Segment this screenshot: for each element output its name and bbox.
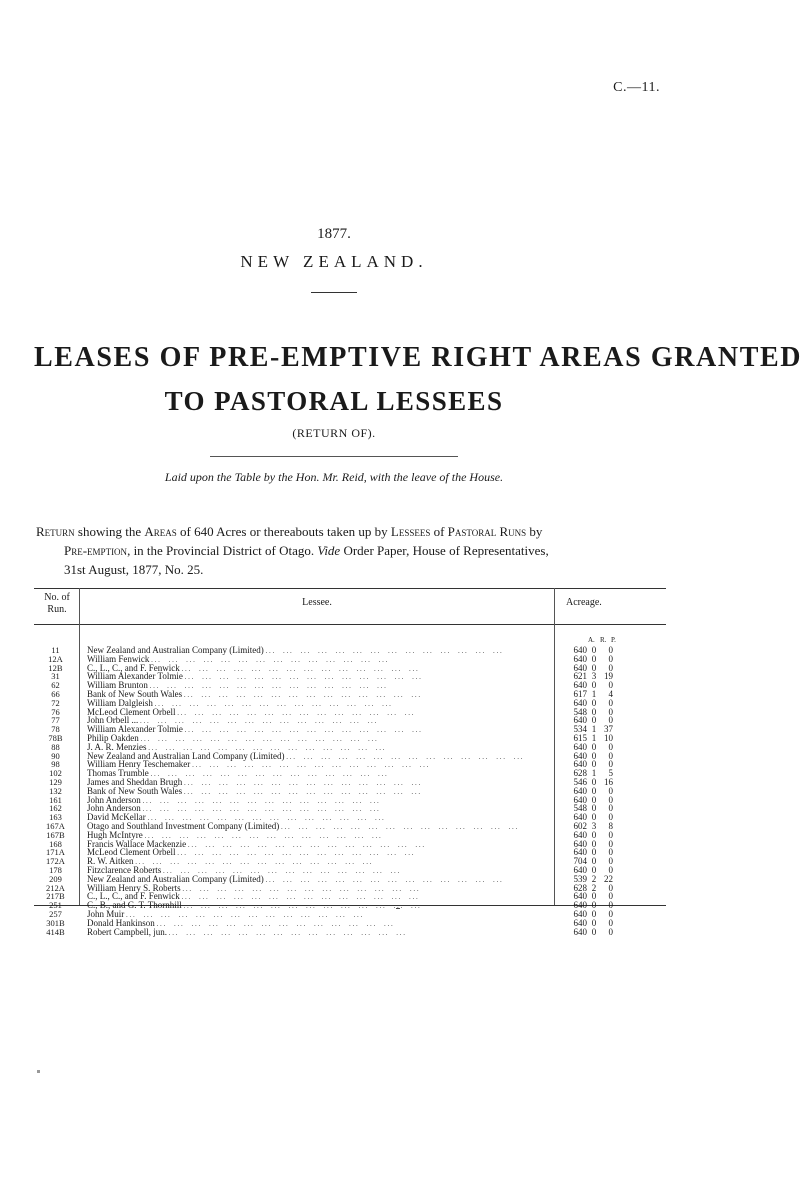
run-number: 129 bbox=[49, 776, 62, 787]
acres: 640 bbox=[573, 653, 587, 664]
run-number: 178 bbox=[49, 864, 62, 875]
acres: 640 bbox=[573, 900, 587, 911]
run-number: 162 bbox=[49, 803, 62, 814]
acres: 640 bbox=[573, 645, 587, 655]
acres: 640 bbox=[573, 715, 587, 726]
intro-pastoral-runs-word: Pastoral Runs bbox=[447, 524, 527, 539]
run-number: 167A bbox=[46, 820, 65, 831]
run-number: 76 bbox=[51, 706, 60, 717]
intro-text-6: Order Paper, House of Representatives, bbox=[340, 543, 549, 558]
lessee-name: C., L., C., and F. Fenwick . . . bbox=[87, 664, 587, 674]
lessee-name: McLeod Clement Orbell . . . bbox=[87, 708, 587, 718]
acres: 534 bbox=[573, 724, 587, 735]
lessee-name: John Anderson . . . bbox=[87, 804, 587, 814]
run-number: 168 bbox=[49, 838, 62, 849]
return-description bbox=[36, 522, 666, 579]
subtitle: (RETURN OF). bbox=[292, 426, 376, 440]
acres: 628 bbox=[573, 768, 587, 779]
title-line-2: TO PASTORAL LESSEES bbox=[164, 386, 504, 416]
intro-lessees-word: Lessees bbox=[390, 524, 431, 539]
roods: 0 bbox=[591, 750, 597, 761]
run-number: 72 bbox=[51, 697, 60, 708]
acres: 621 bbox=[573, 671, 587, 682]
run-number: 161 bbox=[49, 794, 62, 805]
roods: 0 bbox=[591, 847, 597, 858]
acres: 640 bbox=[573, 750, 587, 761]
table-row bbox=[34, 928, 666, 937]
acres: 704 bbox=[573, 856, 587, 867]
unit-roods: R. bbox=[600, 636, 607, 644]
lessee-name: Thomas Trumble . . . bbox=[87, 769, 587, 779]
roods: 1 bbox=[591, 688, 597, 699]
acres: 539 bbox=[573, 873, 587, 884]
laid-upon-table-note: Laid upon the Table by the Hon. Mr. Reid, with the leave of the House. bbox=[164, 470, 504, 484]
document-year: 1877. bbox=[317, 226, 351, 242]
page-mark bbox=[396, 908, 400, 909]
roods: 0 bbox=[591, 680, 597, 691]
lessee-name: William Brunton . . . bbox=[87, 681, 587, 691]
roods: 0 bbox=[591, 794, 597, 805]
acres: 548 bbox=[573, 706, 587, 717]
roods: 0 bbox=[591, 926, 597, 937]
run-number: 171A bbox=[46, 847, 65, 858]
run-number: 414B bbox=[46, 926, 65, 937]
roods: 0 bbox=[591, 829, 597, 840]
lessee-name: William Fenwick . . . bbox=[87, 655, 587, 665]
lessee-name: New Zealand and Australian Company (Limited) . . . bbox=[87, 875, 587, 885]
acres: 628 bbox=[573, 882, 587, 893]
roods: 0 bbox=[591, 917, 597, 928]
lessee-name: Bank of New South Wales . . . bbox=[87, 787, 587, 797]
roods: 0 bbox=[591, 759, 597, 770]
intro-return-word: Return bbox=[36, 524, 75, 539]
roods: 3 bbox=[591, 671, 597, 682]
run-number: 209 bbox=[49, 873, 62, 884]
intro-vide-word: Vide bbox=[317, 543, 341, 558]
roods: 0 bbox=[591, 715, 597, 726]
roods: 0 bbox=[591, 856, 597, 867]
lessee-name: New Zealand and Australian Company (Limited) . . . bbox=[87, 646, 587, 656]
acres: 640 bbox=[573, 891, 587, 902]
run-number: 301B bbox=[46, 917, 65, 928]
perches: 4 bbox=[608, 688, 613, 699]
acres: 640 bbox=[573, 785, 587, 796]
acres: 640 bbox=[573, 812, 587, 823]
run-number: 90 bbox=[51, 750, 60, 761]
perches: 0 bbox=[608, 741, 613, 752]
perches: 0 bbox=[608, 750, 613, 761]
perches: 0 bbox=[608, 697, 613, 708]
lessee-name: William Henry Teschemaker . . . bbox=[87, 760, 587, 770]
roods: 1 bbox=[591, 732, 597, 743]
run-number: 257 bbox=[49, 908, 62, 919]
acres: 640 bbox=[573, 847, 587, 858]
perches: 0 bbox=[608, 847, 613, 858]
run-number: 12A bbox=[48, 653, 63, 664]
run-number: 11 bbox=[51, 645, 60, 655]
acres: 615 bbox=[573, 732, 587, 743]
acres: 640 bbox=[573, 917, 587, 928]
roods: 0 bbox=[591, 776, 597, 787]
perches: 37 bbox=[604, 724, 613, 735]
document-reference: C.—11. bbox=[613, 80, 660, 95]
lessee-name: Otago and Southland Investment Company (Limited) . . . bbox=[87, 822, 587, 832]
roods: 0 bbox=[591, 908, 597, 919]
perches: 0 bbox=[608, 882, 613, 893]
intro-areas-word: Areas bbox=[144, 524, 177, 539]
title-divider bbox=[210, 456, 458, 457]
roods: 0 bbox=[591, 645, 597, 655]
intro-pre-emption-word: Pre-emption bbox=[64, 543, 128, 558]
roods: 2 bbox=[591, 873, 597, 884]
lessee-name: William Henry S. Roberts . . . bbox=[87, 884, 587, 894]
lessee-name: John Anderson . . . bbox=[87, 796, 587, 806]
perches: 0 bbox=[608, 794, 613, 805]
perches: 22 bbox=[604, 873, 613, 884]
perches: 0 bbox=[608, 653, 613, 664]
perches: 0 bbox=[608, 926, 613, 937]
run-number: 31 bbox=[51, 671, 60, 682]
perches: 0 bbox=[608, 662, 613, 673]
roods: 1 bbox=[591, 724, 597, 735]
lessee-table-body bbox=[34, 646, 666, 936]
acres: 640 bbox=[573, 759, 587, 770]
unit-acres: A. bbox=[588, 636, 595, 644]
acres: 640 bbox=[573, 680, 587, 691]
perches: 5 bbox=[608, 768, 613, 779]
lessee-name: John Orbell ... . . . bbox=[87, 716, 587, 726]
roods: 0 bbox=[591, 803, 597, 814]
run-number: 251 bbox=[49, 900, 62, 911]
lessee-name: William Dalgleish . . . bbox=[87, 699, 587, 709]
intro-text-4: by bbox=[526, 524, 543, 539]
acres: 640 bbox=[573, 794, 587, 805]
run-number: 62 bbox=[51, 680, 60, 691]
roods: 0 bbox=[591, 864, 597, 875]
perches: 0 bbox=[608, 917, 613, 928]
unit-perches: P. bbox=[611, 636, 616, 644]
lessee-name: J. A. R. Menzies . . . bbox=[87, 743, 587, 753]
run-number: 88 bbox=[51, 741, 60, 752]
roods: 0 bbox=[591, 891, 597, 902]
country-heading: NEW ZEALAND. bbox=[240, 252, 428, 271]
run-number: 132 bbox=[49, 785, 62, 796]
roods: 2 bbox=[591, 882, 597, 893]
lessee-name: Donald Hankinson . . . bbox=[87, 919, 587, 929]
acres: 546 bbox=[573, 776, 587, 787]
table-row bbox=[34, 901, 666, 910]
run-number: 78B bbox=[48, 732, 63, 743]
roods: 1 bbox=[591, 768, 597, 779]
table-header-rule bbox=[34, 624, 666, 625]
roods: 0 bbox=[591, 653, 597, 664]
run-number: 172A bbox=[46, 856, 65, 867]
acres: 548 bbox=[573, 803, 587, 814]
run-number: 212A bbox=[46, 882, 65, 893]
roods: 0 bbox=[591, 900, 597, 911]
run-number: 12B bbox=[48, 662, 63, 673]
roods: 0 bbox=[591, 812, 597, 823]
lessee-name: William Alexander Tolmie . . . bbox=[87, 725, 587, 735]
lessee-name: Hugh McIntyre . . . bbox=[87, 831, 587, 841]
header-acreage: Acreage. bbox=[566, 597, 602, 608]
run-number: 217B bbox=[46, 891, 65, 902]
roods: 0 bbox=[591, 697, 597, 708]
header-run-number: No. of Run. bbox=[44, 592, 70, 615]
perches: 0 bbox=[608, 864, 613, 875]
margin-mark bbox=[37, 1070, 40, 1073]
lessee-name: Robert Campbell, jun. . . . bbox=[87, 928, 587, 938]
header-lessee: Lessee. bbox=[302, 597, 332, 608]
lessee-name: McLeod Clement Orbell . . . bbox=[87, 848, 587, 858]
run-number: 66 bbox=[51, 688, 60, 699]
perches: 0 bbox=[608, 838, 613, 849]
perches: 0 bbox=[608, 645, 613, 655]
roods: 0 bbox=[591, 838, 597, 849]
perches: 10 bbox=[604, 732, 613, 743]
lessee-name: C., L., C., and F. Fenwick . . . bbox=[87, 892, 587, 902]
perches: 0 bbox=[608, 908, 613, 919]
perches: 16 bbox=[604, 776, 613, 787]
intro-line-1 bbox=[36, 522, 666, 541]
table-top-rule bbox=[34, 588, 666, 589]
lessee-name: Fitzclarence Roberts . . . bbox=[87, 866, 587, 876]
intro-line-3: 31st August, 1877, No. 25. bbox=[64, 562, 204, 577]
acres: 640 bbox=[573, 864, 587, 875]
perches: 0 bbox=[608, 785, 613, 796]
lessee-name: Bank of New South Wales . . . bbox=[87, 690, 587, 700]
run-number: 102 bbox=[49, 768, 62, 779]
roods: 3 bbox=[591, 820, 597, 831]
intro-text-2: of 640 Acres or thereabouts taken up by bbox=[176, 524, 391, 539]
roods: 0 bbox=[591, 785, 597, 796]
perches: 0 bbox=[608, 706, 613, 717]
perches: 0 bbox=[608, 900, 613, 911]
acres: 602 bbox=[573, 820, 587, 831]
perches: 0 bbox=[608, 715, 613, 726]
lessee-name: New Zealand and Australian Land Company (Limited) . . . bbox=[87, 752, 587, 762]
acres: 640 bbox=[573, 829, 587, 840]
run-number: 167B bbox=[46, 829, 65, 840]
run-number: 163 bbox=[49, 812, 62, 823]
intro-text-1: showing the bbox=[74, 524, 145, 539]
roods: 0 bbox=[591, 662, 597, 673]
title-line-1: LEASES OF PRE-EMPTIVE RIGHT AREAS GRANTED bbox=[34, 342, 802, 373]
intro-text-5: , in the Provincial District of Otago. bbox=[127, 543, 318, 558]
roods: 0 bbox=[591, 741, 597, 752]
acres: 617 bbox=[573, 688, 587, 699]
run-number: 77 bbox=[51, 715, 60, 726]
roods: 0 bbox=[591, 706, 597, 717]
perches: 0 bbox=[608, 891, 613, 902]
heading-divider bbox=[311, 292, 357, 293]
lessee-name: John Muir . . . bbox=[87, 910, 587, 920]
run-number: 98 bbox=[51, 759, 60, 770]
acres: 640 bbox=[573, 741, 587, 752]
acres: 640 bbox=[573, 838, 587, 849]
acres: 640 bbox=[573, 662, 587, 673]
lessee-name: C., B., and G. T. Thornhill . . . bbox=[87, 901, 587, 911]
run-number: 78 bbox=[51, 724, 60, 735]
acres: 640 bbox=[573, 908, 587, 919]
perches: 0 bbox=[608, 812, 613, 823]
acres: 640 bbox=[573, 926, 587, 937]
perches: 0 bbox=[608, 803, 613, 814]
perches: 0 bbox=[608, 680, 613, 691]
lessee-name: William Alexander Tolmie . . . bbox=[87, 672, 587, 682]
lessee-name: Philip Oakden . . . bbox=[87, 734, 587, 744]
lessee-name: David McKellar . . . bbox=[87, 813, 587, 823]
perches: 0 bbox=[608, 829, 613, 840]
perches: 19 bbox=[604, 671, 613, 682]
perches: 8 bbox=[608, 820, 613, 831]
intro-line-2 bbox=[36, 541, 666, 560]
lessee-name: Francis Wallace Mackenzie . . . bbox=[87, 840, 587, 850]
acres: 640 bbox=[573, 697, 587, 708]
perches: 0 bbox=[608, 856, 613, 867]
lessee-name: James and Sheddan Brugh . . . bbox=[87, 778, 587, 788]
intro-text-3: of bbox=[430, 524, 448, 539]
perches: 0 bbox=[608, 759, 613, 770]
lessee-name: R. W. Aitken . . . bbox=[87, 857, 587, 867]
